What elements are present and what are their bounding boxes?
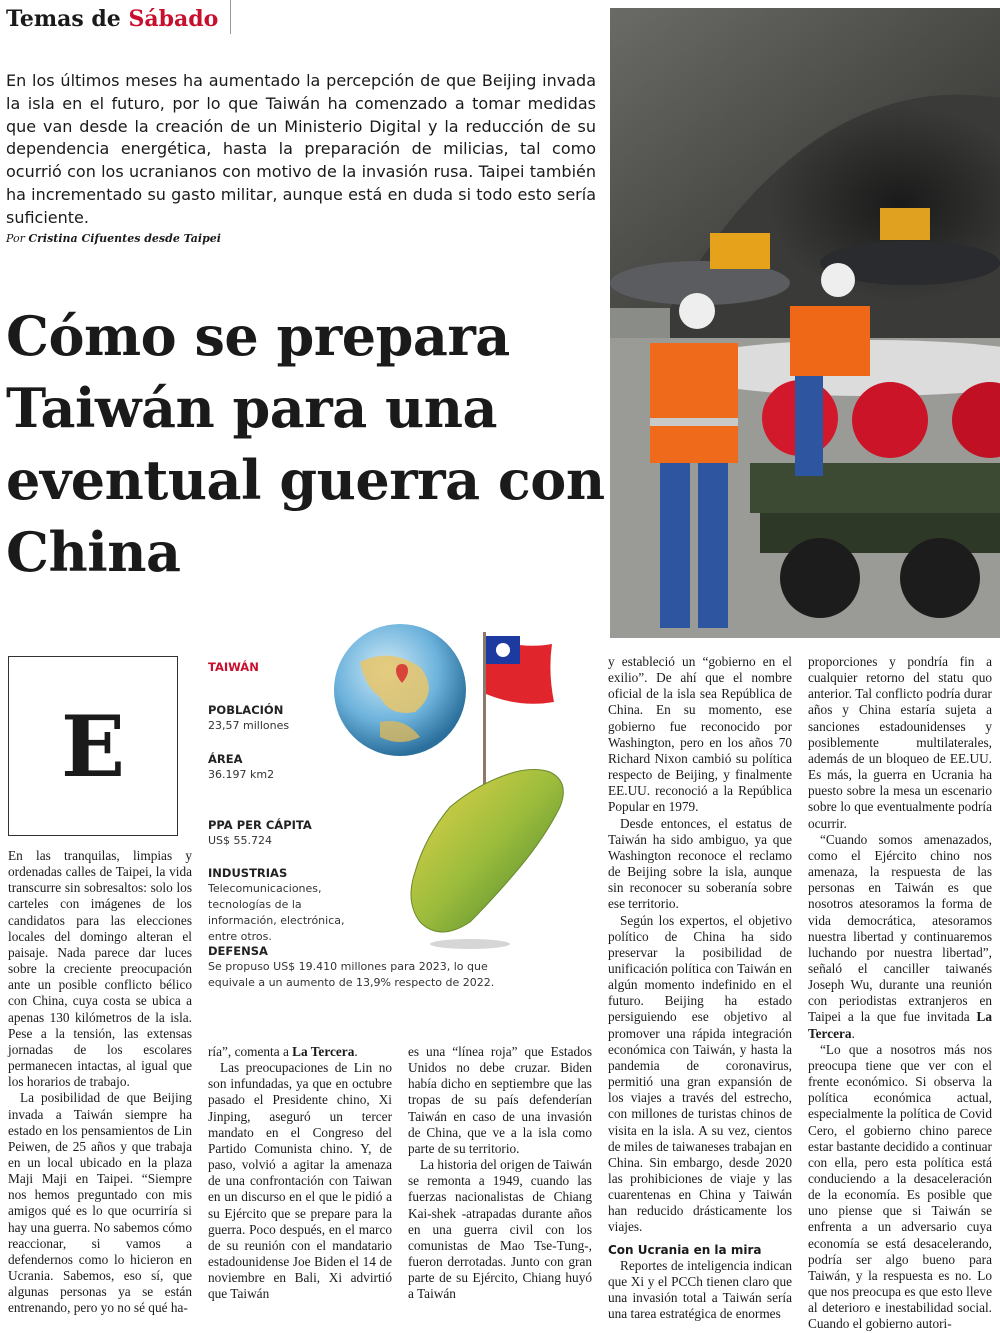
paragraph <box>208 1044 392 1060</box>
brand-name: La Tercera <box>292 1044 355 1059</box>
fact-area <box>208 752 274 783</box>
military-photo <box>610 8 1000 638</box>
brand-name: La Tercera <box>808 1009 992 1041</box>
article-column-2 <box>208 1044 392 1303</box>
paragraph-text: ría”, comenta a <box>208 1044 293 1059</box>
fact-label: INDUSTRIAS <box>208 866 288 880</box>
fact-label: ÁREA <box>208 752 243 766</box>
article-column-5 <box>808 654 992 1333</box>
article-column-1 <box>8 848 192 1317</box>
subheading: Con Ucrania en la mira <box>608 1242 762 1257</box>
paragraph: “Lo que a nosotros más nos preocupa tiene que ver con el frente económico. Si observa la política económica actual, especialmente la política de Covid Cero, el gobierno chino parece estar bastante decidido a continuar con ella, pero esta política está conduciendo a la desaceleración de la economía. Es posible que uno piense que si Taiwán se enfrenta a un adversario cuya economía se está desacelerando, podría ser algo bueno para Taiwán, y la respuesta es no. Lo que nos preocupa es que esto lleve al deterioro e inestabilidad social. Cuando el gobierno autori- <box>808 1041 992 1332</box>
paragraph: Según los expertos, el objetivo político de China ha sido preservar la posibilidad de unificación política con Taiwán en algún momento indefinido en el futuro. Beijing ha estado persiguiendo ese objetivo al promover una rápida integración económica con Taiwán, y hasta la pandemia de coronavirus, permitió una gran expansión de los viajes a través del estrecho, con millones de turistas chinos de visita en la isla. A su vez, cientos de miles de taiwaneses trabajan en China. Sin embargo, desde 2020 las prohibiciones de viaje y las cuarentenas en China y Taiwán han reducido drásticamente los viajes. <box>608 912 792 1235</box>
paragraph <box>808 832 992 1042</box>
article-column-3 <box>408 1044 592 1303</box>
fact-value: Se propuso US$ 19.410 millones para 2023, lo que equivale a un aumento de 13,9% respecto de 2022. <box>208 960 495 989</box>
paragraph: La historia del origen de Taiwán se remonta a 1949, cuando las fuerzas nacionalistas de Chiang Kai-shek -atrapadas durante años en una guerra civil con los comunistas de Mao Tse-Tung-, fueron derrotadas. Junto con gran parte de su Ejército, Chiang huyó a Taiwán <box>408 1157 592 1302</box>
dropcap-box <box>8 656 178 836</box>
taiwan-graphic <box>320 622 610 952</box>
headline: Cómo se prepara Taiwán para una eventual guerra con China <box>6 304 605 584</box>
paragraph-text: . <box>851 1025 855 1041</box>
article-column-4 <box>608 654 792 1322</box>
byline <box>6 232 221 245</box>
dropcap-letter: E <box>60 697 126 796</box>
byline-prefix: Por <box>6 232 29 245</box>
paragraph: La posibilidad de que Beijing invada a Taiwán siempre ha estado en los pensamientos de Lin Peiwen, de 25 años y que trabaja en un local ubicado en la plaza Maji Maji en Taipei. “Siempre nos hemos preguntado con mis amigos qué es lo que ocurriría si hay una guerra. No sabemos cómo reaccionar, si vamos a defendernos como lo hicieron en Ucrania. Sabemos, eso sí, que algunas personas ya se están entrenando, pero yo no sé qué ha- <box>8 1090 192 1316</box>
factbox-title: TAIWÁN <box>208 660 259 674</box>
fact-label: POBLACIÓN <box>208 703 284 717</box>
paragraph: y estableció un “gobierno en el exilio”. De ahí que el nombre oficial de la isla sea República de China. En su momento, ese gobierno fue reconocido por Washington, pero en los años 70 Richard Nixon cambió su política respecto de Beijing, y finalmente EE.UU. reconoció a la República Popular en 1979. <box>608 654 792 815</box>
byline-author: Cristina Cifuentes desde Taipei <box>28 232 221 245</box>
paragraph-text: . <box>354 1044 358 1059</box>
paragraph: proporciones y pondría fin a cualquier retorno del statu quo anterior. Tal conflicto podría durar años y China estaría sujeta a sanciones estadounidenses y posiblemente multilaterales, además de un bloqueo de EE.UU. Es más, la guerra en Ucrania ha puesto sobre la mesa un escenario sobre lo que eventualmente podría ocurrir. <box>808 654 992 831</box>
section-tag-prefix: Temas de <box>6 6 129 32</box>
paragraph: es una “línea roja” que Estados Unidos no debe cruzar. Biden había dicho en septiembre que las tropas de su país defenderían Taiwán en caso de una invasión de China, que ve a la isla como parte de su territorio. <box>408 1044 592 1156</box>
fact-value: US$ 55.724 <box>208 834 273 847</box>
fact-value: Telecomunicaciones, tecnologías de la información, electrónica, entre otros. <box>208 882 345 943</box>
fact-ppp <box>208 818 312 849</box>
paragraph: Desde entonces, el estatus de Taiwán ha sido ambiguo, ya que Washington reconoce el reclamo de Beijing sobre la isla, aunque sin reconocer su soberanía sobre ese territorio. <box>608 815 792 912</box>
section-tag-accent: Sábado <box>128 6 219 32</box>
fact-population <box>208 703 289 734</box>
paragraph-text: “Cuando somos amenazados, como el Ejército chino nos amenaza, la respuesta de las personas en Taiwán es que nosotros atesoramos la forma de vida democrática, atesoramos nuestra libertad y continuaremos luchando por nuestra libertad”, señaló el canciller taiwanés Joseph Wu, durante una reunión con periodistas extranjeros en Taipei a la que fue invitada <box>808 831 992 1025</box>
paragraph: Reportes de inteligencia indican que Xi y el PCCh tienen claro que una invasión total a Taiwán sería una tarea estratégica de enormes <box>608 1257 792 1322</box>
paragraph: Las preocupaciones de Lin no son infundadas, ya que en octubre pasado el Presidente chino, Xi Jinping, aseguró un tercer mandato en el Congreso del Partido Comunista chino. Y, de paso, volvió a agitar la amenaza de una confrontación con Taiwan en un discurso en el que le pidió a su Ejército que se prepare para la guerra. Poco después, en el marco de su reunión con el mandatario estadounidense Joe Biden el 14 de noviembre en Bali, Xi advirtió que Taiwán <box>208 1060 392 1302</box>
lede-paragraph: En los últimos meses ha aumentado la percepción de que Beijing invada la isla en el futuro, por lo que Taiwán ha comenzado a tomar medidas que van desde la creación de un Ministerio Digital y la reducción de su dependencia energética, hasta la preparación de milicias, tal como ocurrió con los ucranianos con motivo de la invasión rusa. Taipei también ha incrementado su gasto militar, aunque está en duda si todo esto sería suficiente. <box>6 71 596 227</box>
section-tag <box>6 4 218 34</box>
paragraph: En las tranquilas, limpias y ordenadas calles de Taipei, la vida transcurre sin sobresaltos: solo los carteles con imágenes de los candidatos para las elecciones locales del domingo alteran el paisaje. Nada parece dar luces sobre la creciente preocupación ante un posible conflicto bélico con China, cuya costa se ubica a apenas 130 kilómetros de la isla. Pese a la tensión, las extensas jornadas de los escolares permanecen intactas, al igual que los horarios de trabajo. <box>8 848 192 1090</box>
taiwan-island-icon <box>411 770 563 933</box>
section-divider <box>230 0 231 34</box>
fact-value: 36.197 km2 <box>208 768 275 781</box>
fact-value: 23,57 millones <box>208 719 290 732</box>
fact-label: PPA PER CÁPITA <box>208 818 312 832</box>
fact-label: DEFENSA <box>208 944 268 958</box>
